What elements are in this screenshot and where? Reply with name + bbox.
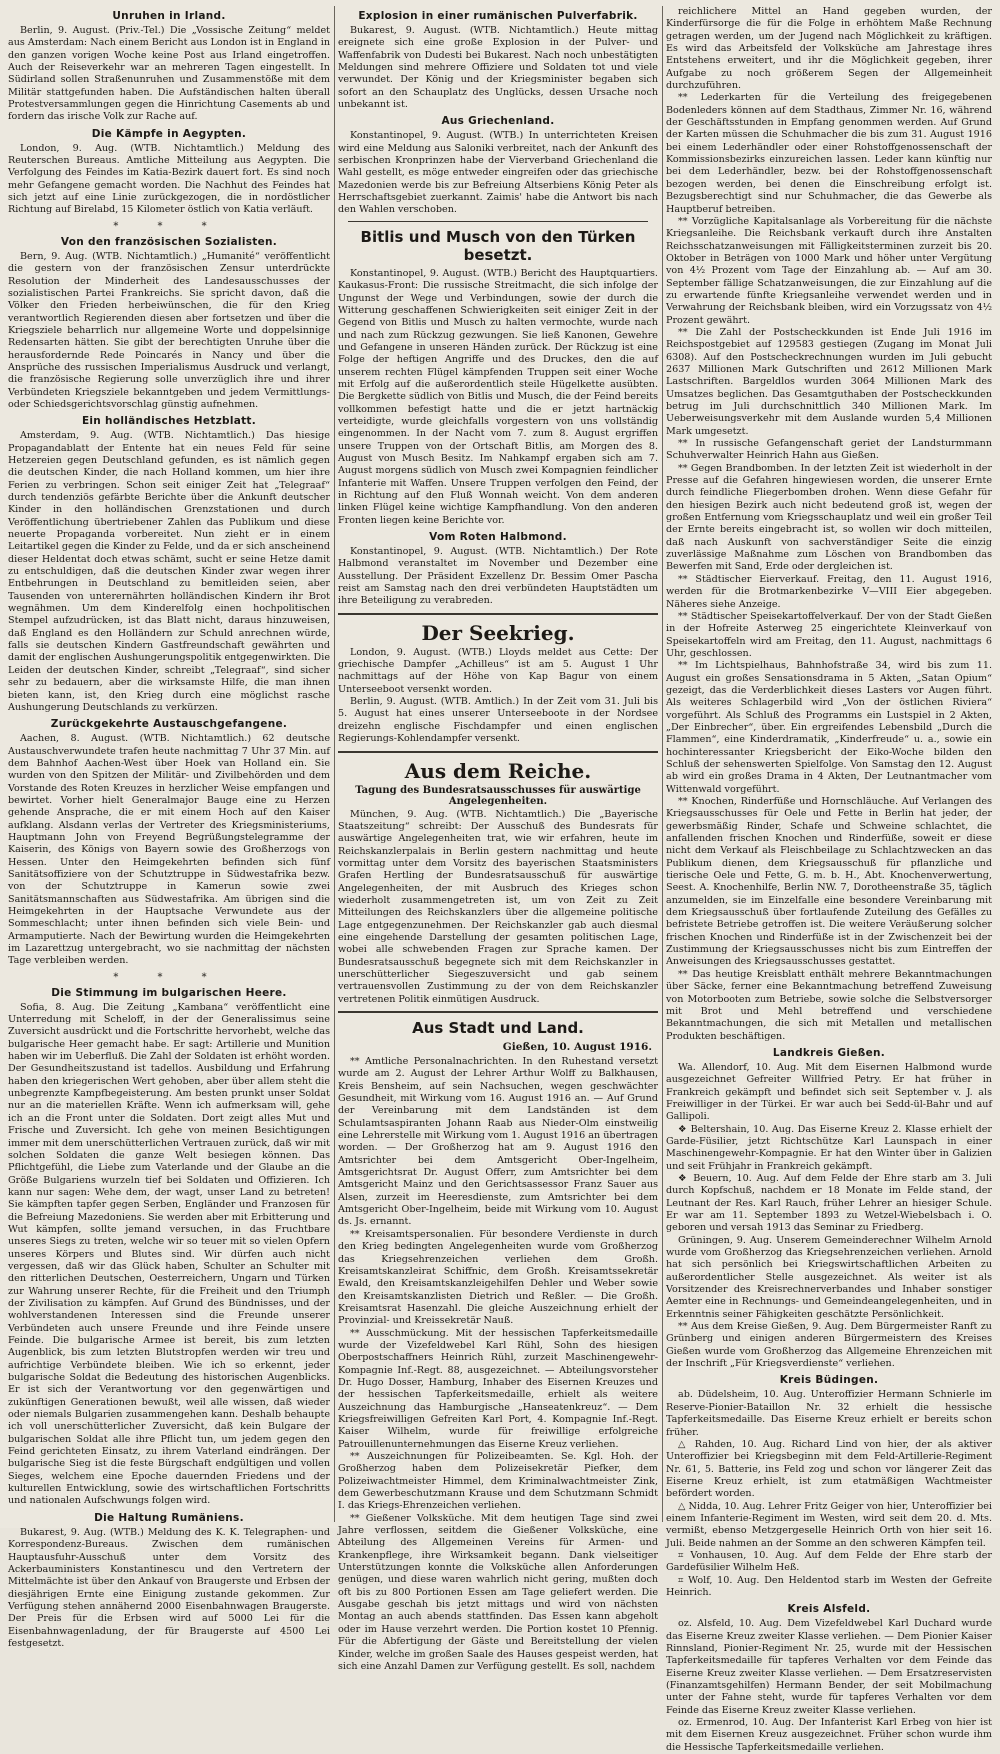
article-text: ** Gegen Brandbomben. In der letzten Zeit ist wiederholt in der Presse auf die Gefahren hingewiesen worden, die unserer Ernte durch feindliche Fliegerbomben drohen. Wenn diese Gefahr für den hiesigen Bezirk auch nicht bedeutend groß ist, wegen der großen Entfernung vom Kriegsschauplatz und weil ein großer Teil der Ernte bereits eingebracht ist, so wollen wir doch mitteilen, daß nach Auskunft von sachverständiger Seite die einzig zuverlässige Maßnahme zum Löschen von Brandbomben das Bewerfen mit Sand, Erde oder dergleichen ist. (666, 462, 992, 573)
article-text: reichlichere Mittel an Hand gegeben wurden, der Kinderfürsorge die für die Folge in erhöhtem Maße Rechnung getragen werden, um der Jugend nach Möglichkeit zu kräftigen. Es wird das Arbeitsfeld der Volksküche am Jahrestage ihres Entstehens erweitert, und ihr die Möglichkeit gegeben, ihrer Aufgabe zu noch größerem Segen der Allgemeinheit durchzuführen. (666, 6, 992, 92)
article-text: oz. Alsfeld, 10. Aug. Dem Vizefeldwebel Karl Duchard wurde das Eiserne Kreuz zweiter Klasse verliehen. — Dem Pionier Kaiser Rinnsland, Pionier-Regiment Nr. 25, wurde mit der Hessischen Tapferkeitsmedaille für tapferes Verhalten vor dem Feinde das Eiserne Kreuz zweiter Klasse verliehen. — Dem Ersatzreservisten (Finanzamtsgehilfen) Hermann Bender, der seit Mobilmachung unter der Fahne steht, wurde für tapferes Verhalten vor dem Feinde das Eiserne Kreuz zweiter Klasse verliehen. (666, 1618, 992, 1716)
headline-halbmond: Vom Roten Halbmond. (429, 531, 567, 544)
divider (338, 751, 658, 753)
article-text: ** Ausschmückung. Mit der hessischen Tapferkeitsmedaille wurde der Vizefeldwebel Karl Rühl, Sohn des hiesigen Oberpostschaffners Heinrich Rühl, zurzeit Maschinengewehr-Kompagnie Inf.-Regt. 88, ausgezeichnet. — Abteilungsvorsteher Dr. Hugo Dosser, Hamburg, Inhaber des Eisernen Kreuzes und der hessischen Tapferkeitsmedaille, erhielt als weitere Auszeichnung das Hamburgische „Hanseatenkreuz“. — Dem Kriegsfreiwilligen Gefreiten Karl Port, 4. Kompagnie Inf.-Regt. Kaiser Wilhelm, wurde für freiwillige erfolgreiche Patrouillenunternehmungen das Eiserne Kreuz verliehen. (338, 1327, 658, 1450)
article-text: London, 9. Aug. (WTB. Nichtamtlich.) Meldung des Reuterschen Bureaus. Amtliche Mitteilung aus Aegypten. Die Verfolgung des Feindes im Katia-Bezirk dauert fort. Es sind noch mehr Gefangene gemacht worden. Die Nachhut des Feindes hat sich jetzt auf eine Linie zurückgezogen, die in nordöstlicher Richtung auf Birelabd, 15 Kilometer östlich von Katia verläuft. (8, 142, 330, 216)
article-text: ** Kreisamtspersonalien. Für besondere Verdienste in durch den Krieg bedingten Angelegenheiten wurde vom Großherzog das Kriegsehrenzeichen verliehen dem Großh. Kreisamtskanzleirat Schiffnic, dem Großh. Kreisamtssekretär Ewald, den Kreisamtskanzleigehilfen Dehler und Weber sowie den Kreisamtskanzlisten Dietrich und Reßler. — Die Großh. Kreisamtsrat Hasenzahl. Die gleiche Auszeichnung erhielt der Provinzial- und Kreissekretär Nauß. (338, 1228, 658, 1327)
article-text: ** Amtliche Personalnachrichten. In den Ruhestand versetzt wurde am 2. August der Lehrer Arthur Wolff zu Balkhausen, Kreis Bensheim, auf sein Nachsuchen, wegen geschwächter Gesundheit, mit Wirkung vom 16. August 1916 an. — Auf Grund der Vereinbarung mit dem Landständen ist dem Schulamtsaspiranten Johann Raab aus Nieder-Olm einstweilig eine Lehrerstelle mit Wirkung vom 1. August 1916 an übertragen worden. — Der Großherzog hat am 9. August 1916 den Amtsrichter bei dem Amtsgericht Ober-Ingelheim, Amtsgerichtsrat Dr. August Offerr, zum Amtsrichter bei dem Amtsgericht Mainz und den Gerichtsassessor Franz Sauer aus Alsen, zurzeit im Heeresdienste, zum Amtsrichter bei dem Amtsgericht Ober-Ingelheim, beide mit Wirkung vom 10. August ds. Js. ernannt. (338, 1056, 658, 1228)
headline-griechenland: Aus Griechenland. (441, 115, 555, 128)
section-stars: * * * (113, 971, 225, 983)
headline-kreis-buedingen: Kreis Büdingen. (779, 1374, 879, 1387)
headline-austauschgefangene: Zurückgekehrte Austauschgefangene. (50, 718, 288, 731)
article-text: ** Vorzügliche Kapitalsanlage als Vorbereitung für die nächste Kriegsanleihe. Die Reichsbank verkauft durch ihre Anstalten Reichsschatzanweisungen mit Fälligkeitsterminen zurzeit bis 20. Oktober in Beträgen von 1000 Mark und höher unter Vergütung von 4½ Prozent vom Tage der Einzahlung ab. — Auf am 30. September fällige Schatzanweisungen, die zur Einzahlung auf die zu erwartende fünfte Kriegsanleihe verwendet werden und in Verwahrung der Reichsbank bleiben, wird ein Vorzugssatz von 4½ Prozent gewährt. (666, 215, 992, 326)
article-text: ** Knochen, Rinderfüße und Hornschläuche. Auf Verlangen des Kriegsausschusses für Oele und Fette in Berlin hat jeder, der gewerbsmäßig Rinder, Schafe und Schweine schlachtet, die anfallenden frischen Knochen und Rinderfüße, soweit er diese nicht dem Verkauf als Fleischbeilage zu Schlachtzwecken an das Publikum dienen, dem Kriegsausschuß für pflanzliche und tierische Oele und Fette, G. m. b. H., Abt. Knochenverwertung, Seest. A. Knochenhilfe, Berlin NW. 7, Dorotheenstraße 35, täglich anzumelden, sie im Einzelfalle eine besondere Vereinbarung mit dem Kriegsausschuß über fortlaufende Zuteilung des Gefälles zu befristete Betriebe getroffen ist. Die weitere Veräußerung solcher frischen Knochen und Rinderfüße ist in der Zwischenzeit bei der Zustimmung der Kriegsausschusses nicht bis zum Eintreffen der Anweisungen des Kriegsausschusses gestattet. (666, 796, 992, 968)
subheadline-bundesrat: Tagung des Bundesratsausschusses für auswärtige Angelegenheiten. (355, 784, 641, 807)
headline-sozialisten: Von den französischen Sozialisten. (60, 235, 278, 248)
divider (338, 1011, 658, 1013)
article-text: Grüningen, 9. Aug. Unserem Gemeinderechner Wilhelm Arnold wurde vom Großherzog das Kriegsehrenzeichen verliehen. Arnold hat sich persönlich bei Kriegswirtschaftlichen Arbeiten zu außerordentlicher Stelle ausgezeichnet. Als weiter ist als Vorsitzender des Kreisrechnerverbandes und Inhaber sonstiger Aemter eine in Rechnungs- und Gemeindeangelegenheiten, und in Erkenntnis seiner Fähigkeiten geschätzte Persönlichkeit. (666, 1234, 992, 1320)
article-text: △ Rahden, 10. Aug. Richard Lind von hier, der als aktiver Unteroffizier bei Kriegsbeginn mit dem Feld-Artillerie-Regiment Nr. 61, 5. Batterie, ins Feld zog und schon vor längerer Zeit das Eiserne Kreuz erhielt, ist zum etatmäßigen Wachtmeister befördert worden. (666, 1438, 992, 1500)
article-text: ⌗ Wolf, 10. Aug. Den Heldentod starb im Westen der Gefreite Heinrich. (666, 1574, 992, 1598)
article-text: Sofia, 8. Aug. Die Zeitung „Kambana“ veröffentlicht eine Unterredung mit Scheloff, in der der Generalissimus seine Zuversicht ausdrückt und die Fortschritte hervorhebt, welche das bulgarische Heer gemacht habe. Er sagt: Artillerie und Munition haben wir im Ueberfluß. Die Zahl der Soldaten ist erhöht worden. Der Gesundheitszustand ist tadellos. Ausbildung und Erfahrung haben den kriegerischen Wert gehoben, aber über allem steht die unbegrenzte Kampfbegeisterung. Am besten prunkt unser Soldat nur an die materiellen Kräfte. Wenn ich aufmerksam will, gehe ich an die Front unter die Soldaten. Dort zeigt alles Mut und Frische und Zuversicht. Ich gehe von meinen Besichtigungen immer mit dem unerschütterlichen Vertrauen zurück, daß wir mit solchen Soldaten die ganze Welt besiegen können. Das Pflichtgefühl, die Liebe zum Vaterlande und der Glaube an die Größe Bulgariens wurzeln tief bei Soldaten und Offizieren. Ich kann nur sagen: Wehe dem, der wagt, unser Land zu betreten! Sie kämpften tapfer gegen Serben, Engländer und Franzosen für die Befreiung Mazedoniens. Sie werden aber mit Erbitterung und Wut kämpfen, sollte jemand versuchen, in das Fruchtbare unseres Siegs zu treten, welche wir so teuer mit so vielen Opfern unseres Körpers und Blutes sind. Wir dürfen auch nicht vergessen, daß wir das Glück haben, Schulter an Schulter mit den ritterlichen Deutschen, Oesterreichern, Ungarn und Türken zur Wahrung unserer Rechte, für die Freiheit und den Triumph der Zivilisation zu kämpfen. Auf Grund des Bündnisses, und der wohlverstandenen Interessen sind die Freunde unserer Verbündeten auch unsere Freunde und ihre Feinde unsere Feinde. Die bulgarische Armee ist bereit, bis zum letzten Augenblick, bis zum letzten Blutstropfen werden wir treu und aufrichtige Verbündete bleiben. Wie ich so erkennt, jeder bulgarische Soldat die Bedeutung des historischen Augenblicks. Er ist sich der Verantwortung vor den gegenwärtigen und zukünftigen Generationen bewußt, weil alle wissen, daß wieder oder niemals Bulgarien zusammengehen kann. Deshalb behaupte ich voll unerschütterlicher Zuversicht, daß kein Bulgare der bulgarischen Soldat alle ihre Pflicht tun, um jedem gegen den Feind gerichteten Einsatz, zu ihrem Vaterland eindrängen. Der bulgarische Sieg ist die feste Bürgschaft endgültigen und vollen Sieges, welchem eine Epoche dauernden Friedens und der kulturellen Entwicklung, sowie des wirtschaftlichen Fortschritts und nationalen Aufschwungs folgen wird. (8, 1001, 330, 1507)
article-text: Wa. Allendorf, 10. Aug. Mit dem Eisernen Halbmond wurde ausgezeichnet Gefreiter Willfried Petry. Er hat früher in Frankreich gekämpft und befindet sich seit September v. J. als Freiwilliger in der Türkei. Er war auch bei Sedd-ül-Bahr und auf Gallipoli. (666, 1061, 992, 1123)
article-text: ** Städtischer Speisekartoffelverkauf. Der von der Stadt Gießen in der Hofreite Asterweg 25 eingerichtete Kleinverkauf von Speisekartoffeln wird am Freitag, den 11. August, nachmittags 6 Uhr, geschlossen. (666, 610, 992, 659)
article-text: Bukarest, 9. August. (WTB. Nichtamtlich.) Heute mittag ereignete sich eine große Explosion in der Pulver- und Waffenfabrik von Dudesti bei Bukarest. Nach noch unbestätigten Meldungen sind mehrere Offiziere und Soldaten tot und viele verwundet. Der König und der Kriegsminister begaben sich sofort an den Schauplatz des Unglücks, dessen Ursache noch unbekannt ist. (338, 25, 658, 111)
headline-rumaenien: Die Haltung Rumäniens. (94, 1511, 244, 1524)
headline-hetzblatt: Ein holländisches Hetzblatt. (81, 415, 257, 428)
headline-bitlis: Bitlis und Musch von den Türken besetzt. (360, 227, 636, 264)
column-right (666, 6, 992, 1753)
article-text: ** Aus dem Kreise Gießen, 9. Aug. Dem Bürgermeister Ranft zu Grünberg und einigen anderen Bürgermeistern des Kreises Gießen wurde vom Großherzog das Allgemeine Ehrenzeichen mit der Inschrift „Für Kriegsverdienste“ verliehen. (666, 1321, 992, 1370)
article-text: München, 9. Aug. (WTB. Nichtamtlich.) Die „Bayerische Staatszeitung“ schreibt: Der Ausschuß des Bundesrats für auswärtige Angelegenheiten trat, wie wir erfahren, heute im Reichskanzlerpalais in Berlin gestern nachmittag und heute vormittag unter dem Vorsitz des bayerischen Staatsministers Grafen Hertling der Bundesratsausschuß für auswärtige Angelegenheiten, der mit Ausbruch des Krieges schon wiederholt zusammengetreten ist, um von Zeit zu Zeit Mitteilungen des Reichskanzlers über die allgemeine politische Lage entgegenzunehmen. Der Reichskanzler gab auch diesmal eine eingehende Darstellung der gesamten politischen Lage, wobei alle schwebenden Fragen zur Sprache kamen. Der Bundesratsausschuß begegnete sich mit dem Reichskanzler in unerschütterlicher Siegeszuversicht und gab seinem vertrauensvollen Zustimmung zu der von dem Reichskanzler vertretenen Politik einmütigen Ausdruck. (338, 808, 658, 1005)
column-middle (338, 6, 658, 1672)
article-text: Konstantinopel, 9. August. (WTB.) In unterrichteten Kreisen wird eine Meldung aus Saloniki verbreitet, nach der Ankunft des serbischen Kronprinzen habe der Vierverband Griechenland die Wahl gestellt, es möge entweder eingreifen oder das griechische Mazedonien werde bis zur Befreiung Altserbiens König Peter als Herrschaftsgebiet zuerkannt. Zaimis' habe die Antwort bis nach den Wahlen verschoben. (338, 130, 658, 216)
article-text: Konstantinopel, 9. August. (WTB. Nichtamtlich.) Der Rote Halbmond veranstaltet im November und Dezember eine Ausstellung. Der Präsident Exzellenz Dr. Bessim Omer Pascha reist am Samstag nach den drei verbündeten Hauptstädten um ihre Beteiligung zu verabreden. (338, 546, 658, 607)
headline-reiche: Aus dem Reiche. (404, 758, 592, 783)
article-text: ** Die Zahl der Postscheckkunden ist Ende Juli 1916 im Reichspostgebiet auf 129583 gestiegen (Zugang im Monat Juli 6308). Auf den Postscheckrechnungen wurden im Juli gebucht 2637 Millionen Mark Gutschriften und 2612 Millionen Mark Lastschriften. Bargeldlos wurden 3064 Millionen Mark des Umsatzes beglichen. Das Gesamtguthaben der Postscheckkunden betrug im Juli durchschnittlich 340 Millionen Mark. Im Ueberweisungsverkehr mit dem Auslande wurden 5,4 Millionen Mark umgesetzt. (666, 326, 992, 437)
article-text: ** Lederkarten für die Verteilung des freigegebenen Bodenleders können auf dem Stadthaus, Zimmer Nr. 16, während der Geschäftsstunden in Empfang genommen werden. Auf Grund der Karten müssen die Schuhmacher die bis zum 31. August 1916 bei einem Lederhändler oder einer Rohstoffgenossenschaft der Kommissionsbezirks einzureichen lassen. Leder kann künftig nur bei dem Lederhändler, bezw. bei der Rohstoffgenossenschaft bezogen werden, bei denen die Einschreibung erfolgt ist. Bezugsberechtigt sind nur Schuhmacher, die das Gewerbe als Hauptberuf betreiben. (666, 92, 992, 215)
article-text: London, 9. August. (WTB.) Lloyds meldet aus Cette: Der griechische Dampfer „Achilleus“ ist am 5. August 1 Uhr nachmittags auf der Höhe von Kap Bagur von einem Unterseeboot versenkt worden. (338, 646, 658, 695)
article-text: Bern, 9. Aug. (WTB. Nichtamtlich.) „Humanité“ veröffentlicht die gestern von der französischen Zensur unterdrückte Resolution der Minderheit des Landesausschusses der sozialistischen Partei Frankreichs. Sie spricht davon, daß die Völker den Frieden herbeiwünschen, die für den Krieg verantwortlich Regierenden diesen aber fortsetzen und über die Kriegsziele beharrlich nur allgemeine Worte und doppelsinnige Redensarten hätten. Sie gibt der berechtigten Unruhe über die herausfordernde Rede Poincarés in Nancy und über die Ansprüche des russischen Imperialismus Ausdruck und verlangt, die französische Regierung solle unverzüglich ihre und ihrer Verbündeten Kriegsziele bekanntgeben und jedem Vermittlungs- oder Schiedsgerichtsvorschlag günstig aufnehmen. (8, 250, 330, 410)
article-text: ❖ Beuern, 10. Aug. Auf dem Felde der Ehre starb am 3. Juli durch Kopfschuß, nachdem er 18 Monate im Felde stand, der Leutnant der Res. Karl Rauch, früher Lehrer an hiesiger Schule. Er war am 11. September 1893 zu Wetzel-Wiebelsbach i. O. geboren und versah 1913 das Seminar zu Friedberg. (666, 1172, 992, 1234)
headline-bulgarien: Die Stimmung im bulgarischen Heere. (51, 986, 287, 999)
article-text: Bukarest, 9. Aug. (WTB.) Meldung des K. K. Telegraphen- und Korrespondenz-Bureaus. Zwischen dem rumänischen Hauptausfuhr-Ausschuß unter dem Vorsitz des Ackerbauministers Konstantinescu und den Vertretern der Mittelmächte ist über den Ankauf von Braugerste und Erbsen der diesjährigen Ernte eine Einigung zustande gekommen. Zur Verfügung stehen annähernd 2000 Eisenbahnwagen Braugerste. Der Preis für die Erbsen wird auf 5000 Lei für die Eisenbahnwagenladung, der für Braugerste auf 4500 Lei festgesetzt. (8, 1526, 330, 1649)
section-stars: * * * (113, 220, 225, 232)
article-text: ab. Düdelsheim, 10. Aug. Unteroffizier Hermann Schnierle im Reserve-Pionier-Bataillon Nr. 32 erhielt die hessische Tapferkeitsmedaille. Das Eiserne Kreuz erhielt er bereits schon früher. (666, 1389, 992, 1438)
article-text: ** Im Lichtspielhaus, Bahnhofstraße 34, wird bis zum 11. August ein großes Sensationsdrama in 5 Akten, „Satan Opium“ gezeigt, das die Verderblichkeit dieses Lasters vor Augen führt. Als weiteres Schlagerbild wird „Von der östlichen Riviera“ vorgeführt. Als Schluß des Programms ein Lustspiel in 2 Akten, „Der Einbrecher“, über. Ein ergreifendes Lebensbild „Durch die Flammen“, eine Kinderdramatik, „Kinderfreude“ u. a., sowie ein hochinteressanter Kriegsbericht der Eiko-Woche bilden den Schluß der sehenswerten Spielfolge. Von Samstag den 12. August ab wird ein großes Drama in 4 Akten, Der Leutnantmacher vom Wittenwald vorgeführt. (666, 660, 992, 795)
headline-landkreis-giessen: Landkreis Gießen. (772, 1046, 886, 1059)
divider (338, 613, 658, 615)
article-text: △ Nidda, 10. Aug. Lehrer Fritz Geiger von hier, Unteroffizier bei einem Infanterie-Regiment im Westen, wird seit dem 20. d. Mts. vermißt, ebenso Metzgergeselle Heinrich Orth von hier seit 16. Juli. Beide nahmen an der Somme an den schweren Kämpfen teil. (666, 1500, 992, 1549)
article-text: oz. Ermenrod, 10. Aug. Der Infanterist Karl Erbeg von hier ist mit dem Eisernen Kreuz ausgezeichnet. Früher schon wurde ihm die Hessische Tapferkeitsmedaille verliehen. (666, 1717, 992, 1753)
dateline: Gießen, 10. August 1916. (502, 1041, 652, 1053)
article-text: Amsterdam, 9. Aug. (WTB. Nichtamtlich.) Das hiesige Propagandablatt der Entente hat ein neues Feld für seine Hetzereien gegen Deutschland gefunden, es ist nämlich gegen die deutschen Kinder, die nach Holland kommen, um hier ihre Ferien zu verbringen. Schon seit einiger Zeit hat „Telegraaf“ durch tendenziös gefärbte Berichte über die Ankunft deutscher Kinder in den holländischen Grenzstationen und durch Veröffentlichung übertriebener Zahlen das Publikum und diese neuerte Propaganda vorbereitet. Nun zieht er in einem Leitartikel gegen die Kinder zu Felde, und da er sich anscheinend dieser Heldentat doch etwas schämt, sucht er seine Hetze damit zu entschuldigen, daß die deutschen Kinder zwar wegen ihrer Entbehrungen in Deutschland zu bemitleiden seien, aber Tausenden von unterernährten holländischen Kindern ihr Brot wegnähmen. Um dem Kinderelfolg einen hochpolitischen Stempel aufzudrücken, ist das Blatt nicht, daraus hinzuweisen, daß England es den Holländern zur Schuld anrechnen würde, falls sie deutschen Kindern Gastfreundschaft gewährten und damit der englischen Aushungerungspolitik entgegenwirkten. Die Leiden der deutschen Kinder, schreibt „Telegraaf“, sind sicher sehr zu bedauern, aber die wirksamste Hilfe, die man ihnen bieten kann, ist, den Krieg durch eine möglichst rasche Aushungerung Deutschlands zu verkürzen. (8, 430, 330, 713)
headline-stadt-land: Aus Stadt und Land. (412, 1019, 584, 1037)
headline-explosion: Explosion in einer rumänischen Pulverfabrik. (358, 10, 638, 22)
divider (348, 221, 648, 222)
article-text: Berlin, 9. August. (Priv.-Tel.) Die „Vossische Zeitung“ meldet aus Amsterdam: Nach einem Bericht aus London ist in England in den ganzen vorigen Woche keine Post aus Irland eingetroffen. Auch der Reiseverkehr war an mehreren Tagen eingestellt. In Südirland sollen Straßenunruhen und Zusammenstöße mit dem Militär stattgefunden haben. Die Aufständischen halten überall Protestversammlungen gegen die Hinrichtung Casements ab und fordern das irische Volk zur Rache auf. (8, 25, 330, 123)
headline-kreis-alsfeld: Kreis Alsfeld. (787, 1603, 871, 1616)
article-text: Aachen, 8. August. (WTB. Nichtamtlich.) 62 deutsche Austauschverwundete trafen heute nachmittag 7 Uhr 37 Min. auf dem Bahnhof Aachen-West über Hoek van Holland ein. Sie wurden von den Spitzen der Militär- und Zivilbehörden und dem Vorstande des Roten Kreuzes in herzlicher Weise empfangen und bewirtet. Vorher hielt Generalmajor Bauge eine zu Herzen gehende Ansprache, die er mit einem Hoch auf den Kaiser aufklang. Alsdann verlas der Vertreter des Kriegsministeriums, Hauptmann John von Freyend Begrüßungstelegramme der Kaiserin, des Königs von Bayern sowie des Großherzogs von Hessen. Unter den Heimgekehrten befinden sich fünf Sanitätsoffiziere von der Schutztruppe in Südwestafrika bezw. von der Schutztruppe in Kamerun sowie zwei Sanitätsmannschaften aus Südwestafrika. Am übrigen sind die Heimgekehrten in der Hauptsache Verwundete aus der Sommeschlacht; unter ihnen befinden sich viele Bein- und Armamputierte. Nach der Bewirtung wurden die Heimgekehrten im Lazarettzug untergebracht, wo sie nachmittag der nächsten Tage verbleiben werden. (8, 733, 330, 967)
column-left (8, 6, 330, 1649)
article-text: ** Das heutige Kreisblatt enthält mehrere Bekanntmachungen über Säcke, ferner eine Bekanntmachung betreffend Zuweisung von Motorbooten zum Betriebe, sowie solche die Selbstversorger mit Brot und Mehl betreffend und verschiedene Bekanntmachungen, die sich mit Metallen und metallischen Produkten beschäftigen. (666, 968, 992, 1042)
column-rule (662, 6, 663, 1522)
headline-irland: Unruhen in Irland. (112, 10, 226, 22)
article-text: ** Gießener Volksküche. Mit dem heutigen Tage sind zwei Jahre verflossen, seitdem die Gießener Volksküche, eine Abteilung des Allgemeinen Vereins für Armen- und Krankenpflege, ihre Wirksamkeit begann. Dank vielseitiger Unterstützungen konnte die Volksküche allen Anforderungen genügen, und diese waren wahrlich nicht gering, mußten doch oft bis zu 800 Portionen Essen am Tage geliefert werden. Die Ausgabe geschah bis jetzt mittags und wird von nächsten Montag an auch abends stattfinden. Das Essen kann abgeholt oder im Hause verzehrt werden. Die Portion kostet 10 Pfennig. Für die Abfertigung der Gäste und Bereitstellung der vielen Kinder, welche im großen Saale des Hauses gespeist werden, hat sich eine Anzahl Damen zur Verfügung gestellt. Es soll, nachdem (338, 1512, 658, 1672)
article-text: ** Auszeichnungen für Polizeibeamten. Se. Kgl. Hoh. der Großherzog haben dem Polizeisekretär Piefker, dem Polizeiwachtmeister Himmel, dem Kriminalwachtmeister Zink, dem Gewerbeschutzmann Krause und dem Schutzmann Schmidt I. das Kriegs-Ehrenzeichen verliehen. (338, 1451, 658, 1512)
article-text: Konstantinopel, 9. August. (WTB.) Bericht des Hauptquartiers. Kaukasus-Front: Die russische Streitmacht, die sich infolge der Ungunst der Wege und Verbindungen, sowie der durch die Witterung geschaffenen Schwierigkeiten seit einiger Zeit in der Gegend von Bitlis und Musch zu halten vermochte, wurde nach und nach zum Rückzug gezwungen. Sie ließ Kanonen, Gewehre und Gefangene in unseren Händen zurück. Der Rückzug ist eine Folge der heftigen Angriffe und des Druckes, den die auf unserem rechten Flügel kämpfenden Truppen seit einer Woche mit Erfolg auf die außerordentlich steile Hügelkette ausübten. Die Bergkette südlich von Bitlis und Musch, die der Feind bereits vollkommen befestigt hatte und die er jetzt hartnäckig verteidigte, wurde gleichfalls vorgestern von uns vollständig eingenommen. In der Nacht vom 7. zum 8. August ergriffen unsere Truppen von der Ortschaft Bitlis, am Morgen des 8. August von Musch Besitz. Im Nahkampf ergaben sich am 7. August morgens südlich von Musch zwei Kompagnien feindlicher Infanterie mit Waffen. Unsere Truppen verfolgen den Feind, der in Richtung auf den Fluß Wonnah weicht. Von dem anderen linken Flügel keine wichtige Kampfhandlung. Von den anderen Fronten liegen keine Berichte vor. (338, 267, 658, 526)
headline-aegypten: Die Kämpfe in Aegypten. (91, 127, 247, 140)
column-rule (334, 6, 335, 1522)
headline-seekrieg: Der Seekrieg. (421, 620, 575, 645)
article-text: Berlin, 9. August. (WTB. Amtlich.) In der Zeit vom 31. Juli bis 5. August hat eines unserer Unterseeboote in der Nordsee dreizehn englische Fischdampfer und einen englischen Regierungs-Kohlendampfer versenkt. (338, 696, 658, 745)
article-text: ** In russische Gefangenschaft geriet der Landsturmmann Schuhverwalter Heinrich Hahn aus Gießen. (666, 438, 992, 462)
article-text: ❖ Beltershain, 10. Aug. Das Eiserne Kreuz 2. Klasse erhielt der Garde-Füsilier, jetzt Richtschütze Karl Launspach in einer Maschinengewehr-Kompagnie. Er hat den Winter über in Galizien und seit Frühjahr in Frankreich gekämpft. (666, 1123, 992, 1172)
article-text: ⌗ Vonhausen, 10. Aug. Auf dem Felde der Ehre starb der Gardefüsilier Wilhelm Heß. (666, 1549, 992, 1574)
article-text: ** Städtischer Eierverkauf. Freitag, den 11. August 1916, werden für die Brotmarkenbezirke V—VIII Eier abgegeben. Näheres siehe Anzeige. (666, 573, 992, 610)
